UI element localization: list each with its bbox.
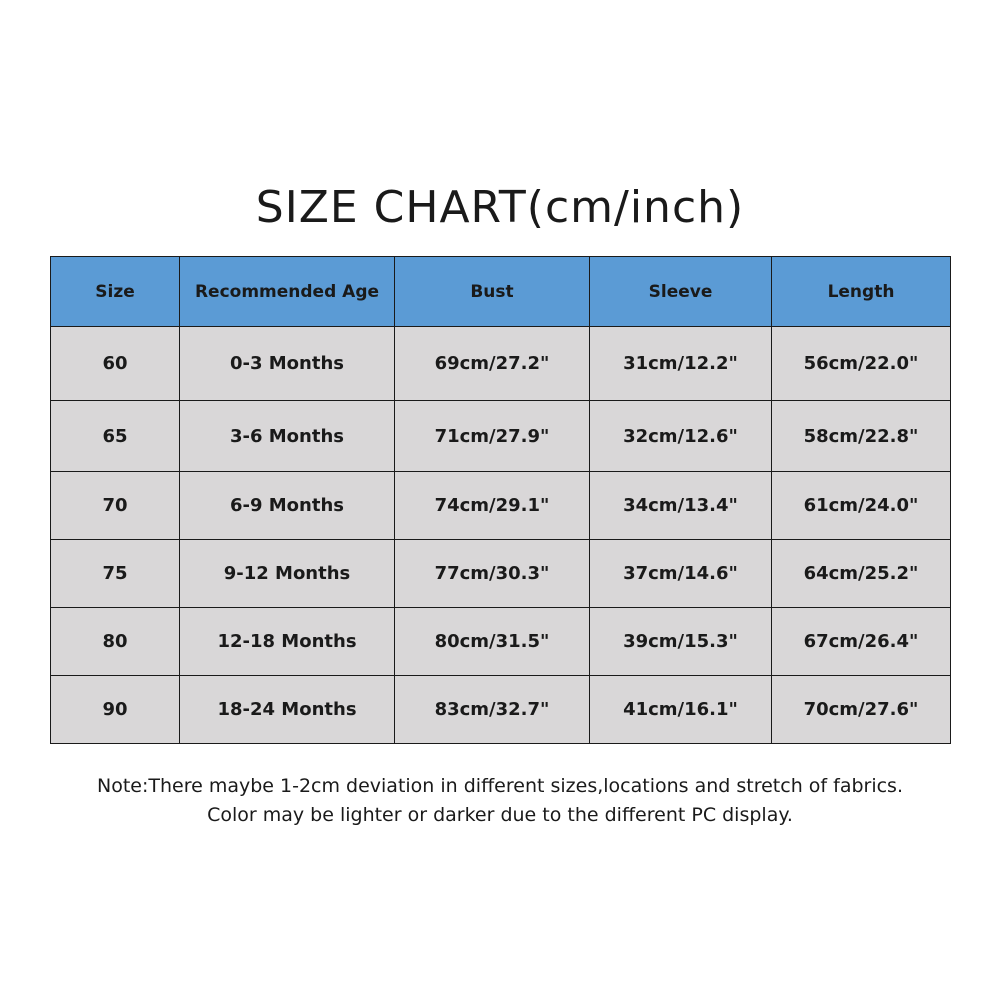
header-recommended-age: Recommended Age — [180, 257, 395, 327]
cell-length: 64cm/25.2" — [772, 540, 951, 608]
cell-bust: 77cm/30.3" — [395, 540, 590, 608]
cell-age: 9-12 Months — [180, 540, 395, 608]
cell-length: 58cm/22.8" — [772, 401, 951, 472]
cell-bust: 74cm/29.1" — [395, 472, 590, 540]
cell-sleeve: 32cm/12.6" — [590, 401, 772, 472]
cell-bust: 80cm/31.5" — [395, 608, 590, 676]
size-chart-table — [50, 256, 951, 744]
cell-sleeve: 41cm/16.1" — [590, 676, 772, 744]
cell-length: 70cm/27.6" — [772, 676, 951, 744]
table-row — [51, 608, 951, 676]
note-line-deviation: Note:There maybe 1-2cm deviation in different sizes,locations and stretch of fabrics. — [96, 775, 903, 797]
cell-sleeve: 34cm/13.4" — [590, 472, 772, 540]
cell-length: 61cm/24.0" — [772, 472, 951, 540]
table-row — [51, 327, 951, 401]
cell-sleeve: 39cm/15.3" — [590, 608, 772, 676]
cell-size: 60 — [51, 327, 180, 401]
cell-bust: 71cm/27.9" — [395, 401, 590, 472]
header-length: Length — [772, 257, 951, 327]
cell-age: 18-24 Months — [180, 676, 395, 744]
table-row — [51, 540, 951, 608]
header-sleeve: Sleeve — [590, 257, 772, 327]
page-title: SIZE CHART(cm/inch) — [255, 182, 745, 233]
note-text — [0, 772, 1000, 830]
cell-size: 65 — [51, 401, 180, 472]
cell-age: 3-6 Months — [180, 401, 395, 472]
cell-size: 80 — [51, 608, 180, 676]
table-row — [51, 676, 951, 744]
header-bust: Bust — [395, 257, 590, 327]
cell-bust: 69cm/27.2" — [395, 327, 590, 401]
cell-sleeve: 31cm/12.2" — [590, 327, 772, 401]
note-line-color: Color may be lighter or darker due to the different PC display. — [207, 804, 793, 826]
cell-age: 6-9 Months — [180, 472, 395, 540]
cell-size: 90 — [51, 676, 180, 744]
cell-bust: 83cm/32.7" — [395, 676, 590, 744]
cell-size: 70 — [51, 472, 180, 540]
cell-age: 12-18 Months — [180, 608, 395, 676]
table-row — [51, 472, 951, 540]
cell-sleeve: 37cm/14.6" — [590, 540, 772, 608]
cell-age: 0-3 Months — [180, 327, 395, 401]
table-row — [51, 401, 951, 472]
cell-size: 75 — [51, 540, 180, 608]
table-header-row — [51, 257, 951, 327]
header-size: Size — [51, 257, 180, 327]
cell-length: 56cm/22.0" — [772, 327, 951, 401]
cell-length: 67cm/26.4" — [772, 608, 951, 676]
